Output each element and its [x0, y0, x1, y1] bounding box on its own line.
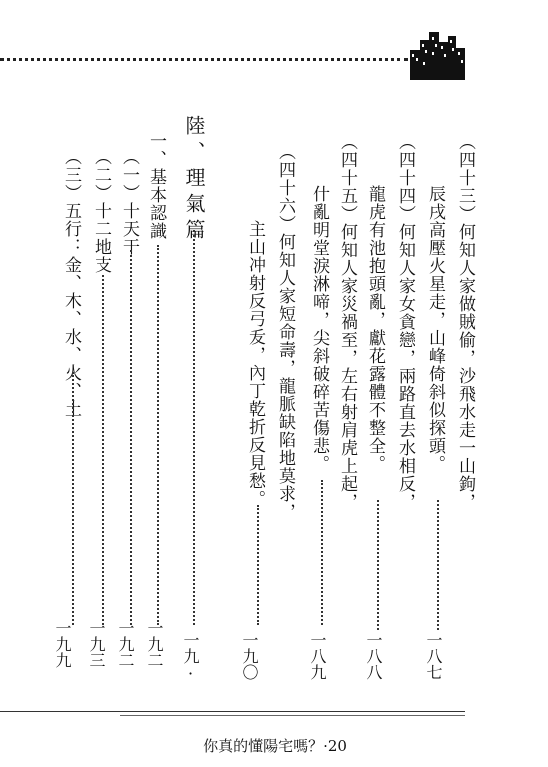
entry-43-page: 一八七: [424, 632, 443, 680]
leader-dots: [437, 500, 439, 630]
entry-44-page: 一八八: [364, 632, 383, 680]
entry-43-line-1: （四十三）何知人家做賊偷，沙飛水走一山鉤，: [455, 133, 475, 511]
entry-43-line-2: 辰戌高壓火星走，山峰倚斜似探頭。: [425, 185, 445, 473]
entry-45-page: 一八九: [308, 632, 327, 680]
footer-book-title-page-number: 你真的懂陽宅嗎？·20: [203, 737, 347, 755]
leader-dots: [130, 250, 132, 625]
toc-item-heavenly-stems-page: 一九二: [116, 620, 135, 668]
entry-46-line-1: （四十六）何知人家短命壽，龍脈缺陷地莫求，: [275, 143, 295, 521]
leader-dots: [72, 372, 74, 625]
leader-dots: [157, 245, 159, 625]
toc-item-five-elements: （三）五行：金、木、水、火、土: [61, 148, 81, 418]
toc-item-basic-page: 一九二: [145, 620, 164, 668]
entry-44-line-1: （四十四）何知人家女貪戀，兩路直去水相反，: [395, 133, 415, 511]
leader-dots: [193, 230, 195, 625]
entry-45-line-1: （四十五）何知人家災禍至，左右射肩虎上起，: [337, 133, 357, 511]
footer-rule: [120, 715, 465, 716]
toc-item-earthly-branches-page: 一九三: [87, 620, 106, 668]
entry-46-line-2: 主山冲射反弓叐，內丁乾折反見愁。: [245, 220, 265, 508]
leader-dots: [257, 505, 259, 625]
entry-46-page: 一九〇: [240, 632, 259, 680]
header-dotted-rule: [0, 58, 408, 61]
entry-45-line-2: 什亂明堂淚淋啼，尖斜破碎苦傷悲。: [309, 185, 329, 473]
section-title: 陸、理氣篇: [182, 115, 206, 245]
toc-item-basic: 一、基本認識: [146, 132, 166, 240]
leader-dots: [321, 480, 323, 625]
leader-dots: [377, 500, 379, 630]
footer-rule: [0, 711, 465, 712]
city-skyline-icon: [408, 28, 466, 80]
leader-dots: [102, 275, 104, 625]
toc-item-five-elements-page: 一九九: [53, 620, 72, 668]
entry-44-line-2: 龍虎有池抱頭亂，獻花露體不整全。: [365, 185, 385, 473]
toc-item-heavenly-stems: （一）十天干: [119, 148, 139, 256]
toc-item-earthly-branches: （二）十二地支: [91, 148, 111, 274]
section-page: 一九·: [181, 632, 200, 683]
